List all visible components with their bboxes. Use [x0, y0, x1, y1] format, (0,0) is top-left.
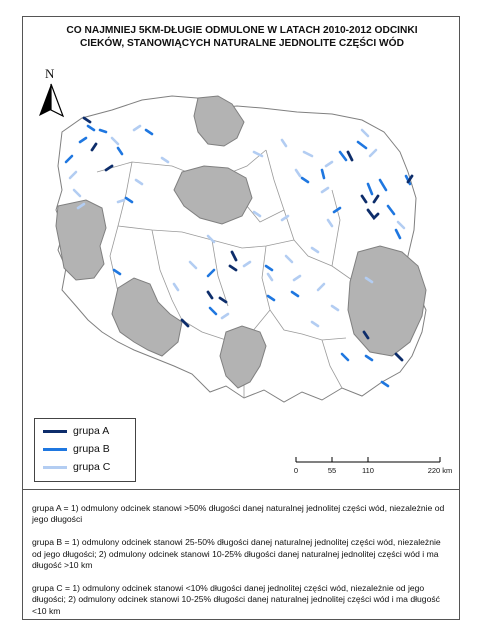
segment-b	[382, 382, 388, 386]
title-line-2: CIEKÓW, STANOWIĄCYCH NATURALNE JEDNOLITE CZĘŚCI WÓD	[80, 38, 404, 49]
scale-bar	[290, 452, 460, 482]
legend-swatch-c	[43, 466, 67, 469]
legend-label-a: grupa A	[73, 425, 110, 437]
scale-tick-0: 0	[293, 466, 299, 475]
scale-tick-220: 220 km	[427, 466, 453, 475]
notes-divider	[22, 489, 460, 490]
legend-label-c: grupa C	[73, 461, 111, 473]
poland-map	[22, 70, 460, 420]
legend-item-grupa-c	[43, 461, 110, 473]
legend-swatch-b	[43, 448, 67, 451]
map-title	[40, 24, 444, 50]
legend-item-grupa-b	[43, 443, 110, 455]
legend-item-grupa-a	[43, 425, 109, 437]
legend-swatch-a	[43, 430, 67, 433]
group-definitions	[32, 503, 452, 628]
scale-bar-graphic	[290, 452, 460, 466]
note-grupa-c: grupa C = 1) odmulony odcinek stanowi <10% długości danej jednolitej części wód, niezależnie od jego długości; 2) odmulony odcinek stanowi 10-25% długości danej naturalnej jednolitej części wód i ma długość <10 km	[32, 582, 440, 616]
north-label: N	[45, 66, 55, 81]
note-grupa-a: grupa A = 1) odmulony odcinek stanowi >50% długości danej naturalnej jednolitej części wód, niezależnie od jego długości	[32, 503, 445, 525]
title-line-1: CO NAJMNIEJ 5KM-DŁUGIE ODMULONE W LATACH 2010-2012 ODCINKI	[66, 25, 418, 36]
scale-tick-55: 55	[327, 466, 337, 475]
note-grupa-b: grupa B = 1) odmulony odcinek stanowi 25-50% długości danej naturalnej jednolitej części wód, niezależnie od jego długości; 2) odmulony odcinek stanowi 10-25% długości danej naturalnej jednolitej części wód i ma długość >10 km	[32, 537, 441, 571]
scale-tick-110: 110	[362, 466, 374, 475]
legend-label-b: grupa B	[73, 443, 110, 455]
legend	[34, 418, 136, 482]
region-lubuskie	[56, 200, 106, 280]
